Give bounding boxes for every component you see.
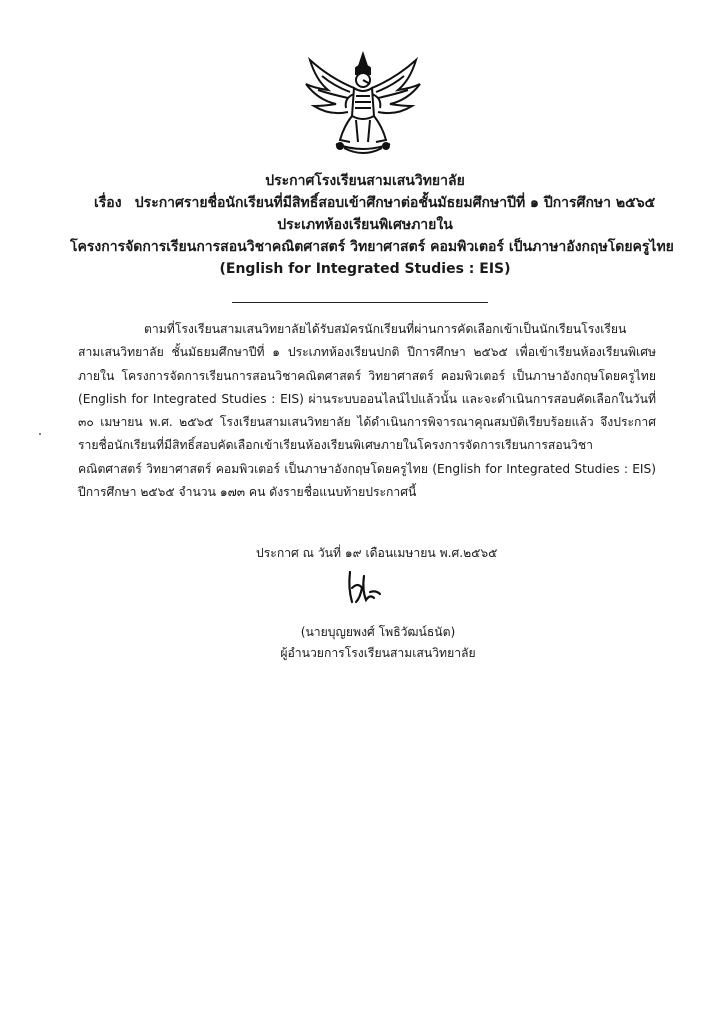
garuda-emblem-icon [300,50,426,160]
signer-name: (นายบุญยพงศ์ โพธิวัฒน์ธนัต) [300,625,456,639]
announcement-title: ประกาศโรงเรียนสามเสนวิทยาลัย [265,173,465,189]
announcement-date: ประกาศ ณ วันที่ ๑๙ เดือนเมษายน พ.ศ.๒๕๖๕ [256,546,498,560]
body-section [78,318,656,504]
document-header [70,170,674,280]
subject-row [70,192,660,214]
header-divider [232,302,488,303]
signer-position: ผู้อำนวยการโรงเรียนสามเสนวิทยาลัย [280,646,476,660]
signature-image [340,568,384,608]
subject-line-3: ประเภทห้องเรียนพิเศษภายใน [277,217,453,233]
subject-line-5: (English for Integrated Studies : EIS) [219,261,511,277]
scan-speck [39,433,41,435]
subject-text: ประกาศรายชื่อนักเรียนที่มีสิทธิ์สอบเข้าศึกษาต่อชั้นมัธยมศึกษาปีที่ ๑ ปีการศึกษา ๒๕๖๕ [134,195,656,211]
body-paragraph: ตามที่โรงเรียนสามเสนวิทยาลัยได้รับสมัครนักเรียนที่ผ่านการคัดเลือกเข้าเป็นนักเรียนโรงเรียนสามเสนวิทยาลัย ชั้นมัธยมศึกษาปีที่ ๑ ประเภทห้องเรียนปกติ ปีการศึกษา ๒๕๖๕ เพื่อเข้าเรียนห้องเรียนพิเศษภายใน โครงการจัดการเรียนการสอนวิชาคณิตศาสตร์ วิทยาศาสตร์ คอมพิวเตอร์ เป็นภาษาอังกฤษโดยครูไทย (English for Integrated Studies : EIS) ผ่านระบบออนไลน์ไปแล้วนั้น และจะดำเนินการสอบคัดเลือกในวันที่ ๓๐ เมษายน พ.ศ. ๒๕๖๕ โรงเรียนสามเสนวิทยาลัย ได้ดำเนินการพิจารณาคุณสมบัติเรียบร้อยแล้ว จึงประกาศรายชื่อนักเรียนที่มีสิทธิ์สอบคัดเลือกเข้าเรียนห้องเรียนพิเศษภายในโครงการจัดการเรียนการสอนวิชาคณิตศาสตร์ วิทยาศาสตร์ คอมพิวเตอร์ เป็นภาษาอังกฤษโดยครูไทย (English for Integrated Studies : EIS) ปีการศึกษา ๒๕๖๕ จำนวน ๑๗๓ คน ดังรายชื่อแนบท้ายประกาศนี้ [78,322,656,500]
subject-label: เรื่อง [94,195,122,211]
subject-line-4: โครงการจัดการเรียนการสอนวิชาคณิตศาสตร์ วิทยาศาสตร์ คอมพิวเตอร์ เป็นภาษาอังกฤษโดยครูไทย [70,239,674,255]
